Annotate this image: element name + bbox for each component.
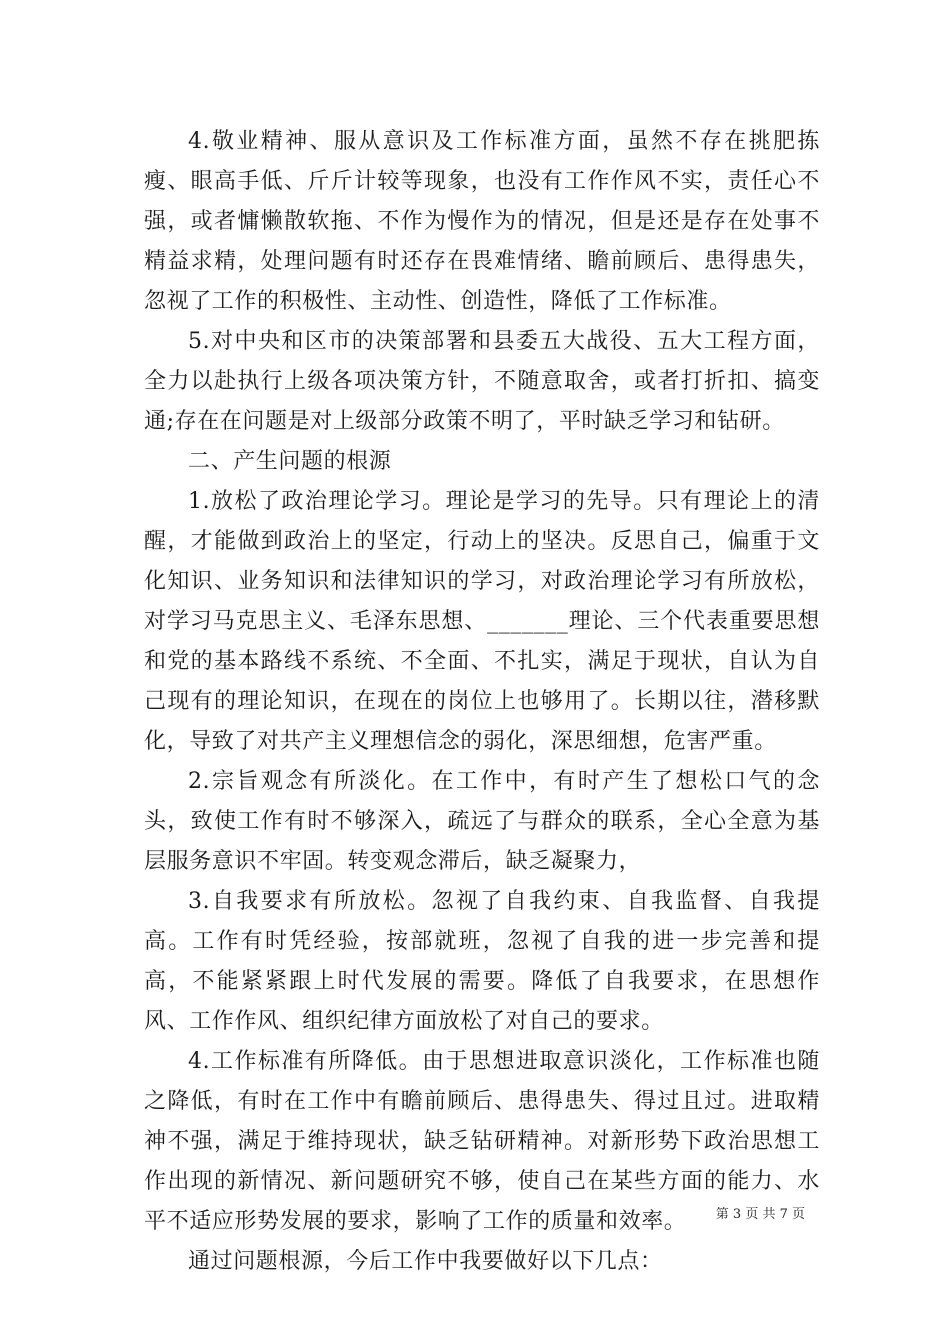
paragraph-lowered-standards: 4.工作标准有所降低。由于思想进取意识淡化，工作标准也随之降低，有时在工作中有瞻前顾后、患得患失、得过且过。进取精神不强，满足于维持现状，缺乏钻研精神。对新形势下政治思想工作出现的新情况、新问题研究不够，使自己在某些方面的能力、水平不适应形势发展的要求，影响了工作的质量和效率。 <box>144 1049 820 1234</box>
paragraph-self-requirements: 3.自我要求有所放松。忽视了自我约束、自我监督、自我提高。工作有时凭经验，按部就班，忽视了自我的进一步完善和提高，不能紧紧跟上时代发展的需要。降低了自我要求，在思想作风、工作作风、组织纪律方面放松了对自己的要求。 <box>144 889 820 1034</box>
paragraph-future-work: 通过问题根源，今后工作中我要做好以下几点： <box>188 1249 663 1274</box>
document-body <box>144 122 820 1282</box>
paragraph-purpose-concept: 2.宗旨观念有所淡化。在工作中，有时产生了想松口气的念头，致使工作有时不够深入，疏远了与群众的联系，全心全意为基层服务意识不牢固。转变观念滞后，缺乏凝聚力， <box>144 769 820 874</box>
page-number-footer: 第 3 页 共 7 页 <box>715 1207 805 1222</box>
paragraph-work-standards: 4.敬业精神、服从意识及工作标准方面，虽然不存在挑肥拣瘦、眼高手低、斤斤计较等现象，也没有工作作风不实，责任心不强，或者慵懒散软拖、不作为慢作为的情况，但是还是存在处事不精益求精，处理问题有时还存在畏难情绪、瞻前顾后、患得患失，忽视了工作的积极性、主动性、创造性，降低了工作标准。 <box>144 129 820 314</box>
section-heading-root-causes: 二、产生问题的根源 <box>188 449 392 474</box>
paragraph-policy-execution: 5.对中央和区市的决策部署和县委五大战役、五大工程方面，全力以赴执行上级各项决策方针，不随意取舍，或者打折扣、搞变通;存在在问题是对上级部分政策不明了，平时缺乏学习和钻研。 <box>144 329 820 434</box>
paragraph-theory-study: 1.放松了政治理论学习。理论是学习的先导。只有理论上的清醒，才能做到政治上的坚定，行动上的坚决。反思自己，偏重于文化知识、业务知识和法律知识的学习，对政治理论学习有所放松，对学习马克思主义、毛泽东思想、_______理论、三个代表重要思想和党的基本路线不系统、不全面、不扎实，满足于现状，自认为自己现有的理论知识，在现在的岗位上也够用了。长期以往，潜移默化，导致了对共产主义理想信念的弱化，深思细想，危害严重。 <box>144 489 820 754</box>
